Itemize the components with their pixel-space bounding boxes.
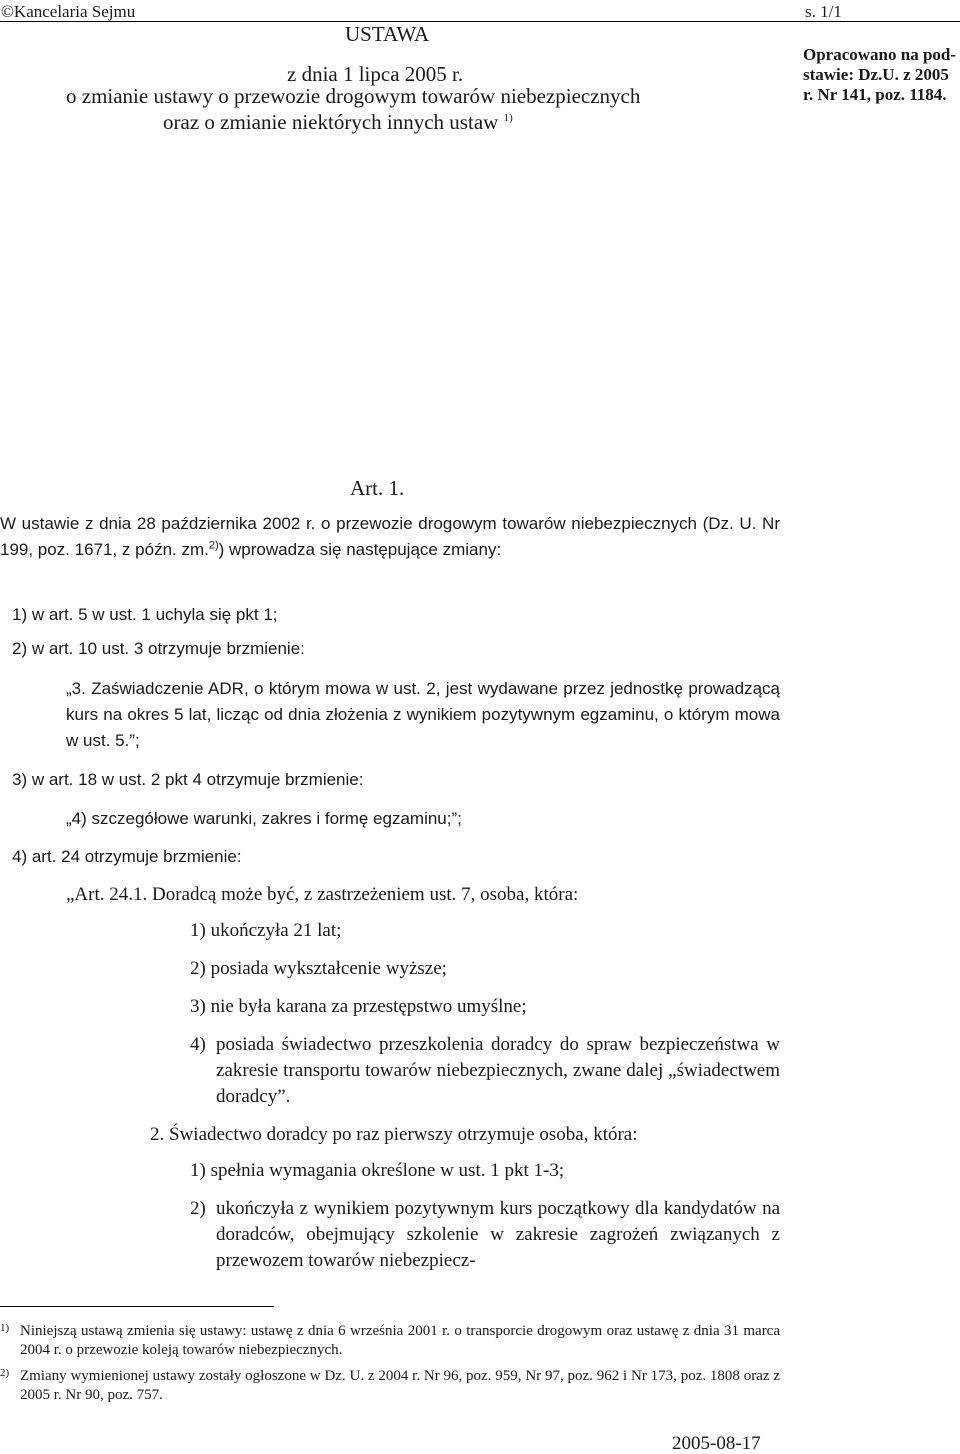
quote-art24: „Art. 24.1. Doradcą może być, z zastrzeżeniem ust. 7, osoba, która:	[66, 884, 579, 905]
article-heading: Art. 1.	[350, 476, 405, 500]
article-intro: W ustawie z dnia 28 października 2002 r. o przewozie drogowym towarów niebezpiecznych (Dz. U. Nr 199, poz. 1671, z późn. zm.$^{2)}$) wprowadza się następujące zmiany:	[0, 514, 780, 559]
header-page: s. 1/1	[805, 2, 842, 21]
footnote-2: 2) Zmiany wymienionej ustawy zostały ogłoszone w Dz. U. z 2004 r. Nr 96, poz. 959, Nr 97, poz. 962 i Nr 173, poz. 1808 oraz z 2005 r. Nr 90, poz. 757.	[0, 1367, 780, 1403]
point-4: 4) art. 24 otrzymuje brzmienie:	[12, 847, 242, 866]
source-note: Opracowano na pod- stawie: Dz.U. z 2005 r. Nr 141, poz. 1184.	[803, 45, 957, 104]
act-subject-1: o zmianie ustawy o przewozie drogowym towarów niebezpiecznych	[66, 84, 641, 108]
ust-2: 2. Świadectwo doradcy po raz pierwszy otrzymuje osoba, która:	[150, 1124, 638, 1145]
quote-art10: „3. Zaświadczenie ADR, o którym mowa w ust. 2, jest wydawane przez jednostkę prowadzącą kurs na okres 5 lat, licząc od dnia złożenia z wynikiem pozytywnym egzaminu, o którym mowa w ust. 5.”;	[66, 679, 780, 750]
footnote-rule	[0, 1306, 274, 1307]
act-date: z dnia 1 lipca 2005 r.	[287, 62, 464, 86]
list1-item-2: 2) posiada wykształcenie wyższe;	[190, 958, 447, 979]
point-3: 3) w art. 18 w ust. 2 pkt 4 otrzymuje brzmienie:	[12, 770, 364, 789]
list2-item-1: 1) spełnia wymagania określone w ust. 1 pkt 1-3;	[190, 1160, 565, 1181]
footnote-ref-1: 1)	[503, 112, 513, 124]
point-1: 1) w art. 5 w ust. 1 uchyla się pkt 1;	[12, 605, 278, 624]
list2-item-2: 2) ukończyła z wynikiem pozytywnym kurs początkowy dla kandydatów na doradców, obejmujący szkolenie w zakresie zagrożeń związanych z przewozem towarów niebezpiecz-	[190, 1198, 780, 1271]
header-left: ©Kancelaria Sejmu	[1, 2, 136, 21]
document-date: 2005-08-17	[672, 1433, 761, 1454]
act-subject-2: oraz o zmianie niektórych innych ustaw $^{1)}$	[163, 110, 513, 134]
footnote-ref-2: 2)	[208, 539, 219, 552]
list1-item-1: 1) ukończyła 21 lat;	[190, 920, 342, 941]
header-rule	[0, 21, 960, 22]
list1-item-4: 4) posiada świadectwo przeszkolenia doradcy do spraw bezpieczeństwa w zakresie transportu towarów niebezpiecznych, zwane dalej „świadectwem doradcy”.	[190, 1034, 780, 1107]
act-type: USTAWA	[345, 22, 430, 46]
point-2: 2) w art. 10 ust. 3 otrzymuje brzmienie:	[12, 639, 305, 658]
list1-item-3: 3) nie była karana za przestępstwo umyślne;	[190, 996, 527, 1017]
quote-art18: „4) szczegółowe warunki, zakres i formę egzaminu;”;	[66, 809, 462, 828]
footnote-1: 1) Niniejszą ustawą zmienia się ustawy: ustawę z dnia 6 września 2001 r. o transporcie drogowym oraz ustawę z dnia 31 marca 2004 r. o przewozie koleją towarów niebezpiecznych.	[0, 1322, 780, 1358]
